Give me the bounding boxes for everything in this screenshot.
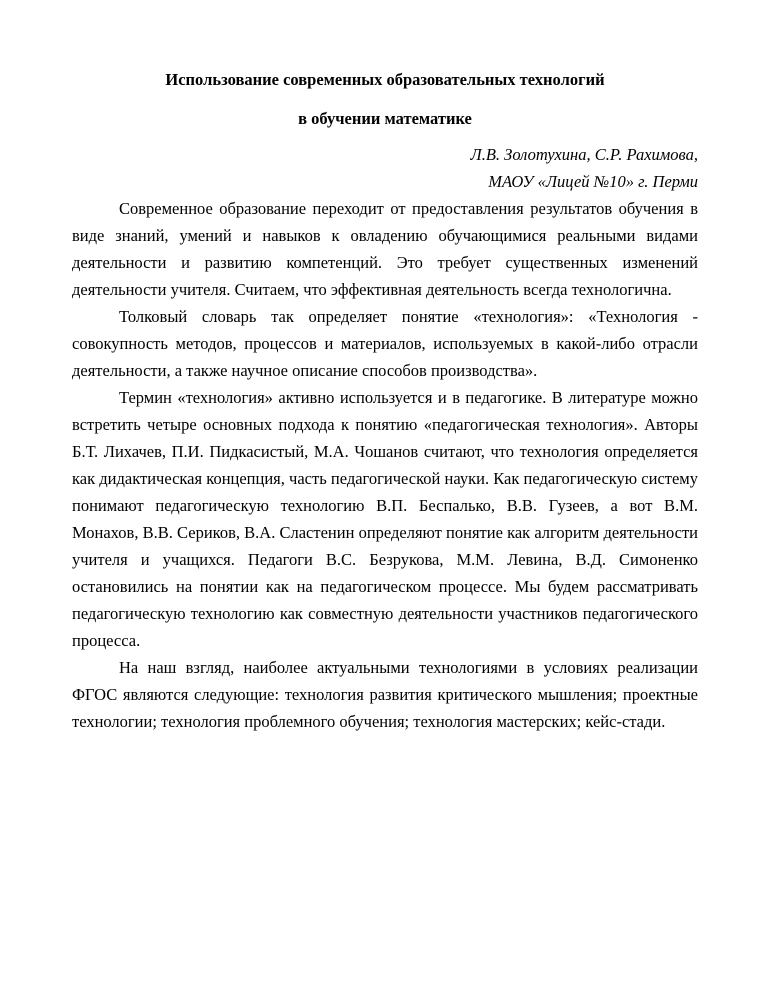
paragraph-4: На наш взгляд, наиболее актуальными технологиями в условиях реализации ФГОС являются следующие: технология развития критического мышления; проектные технологии; технология проблемного обучения; технология мастерских; кейс-стади. xyxy=(72,658,698,731)
author-block xyxy=(72,138,698,195)
title-line-1: Использование современных образовательных технологий xyxy=(165,70,605,89)
document-title xyxy=(72,60,698,138)
paragraph-2: Толковый словарь так определяет понятие «технология»: «Технология - совокупность методов, процессов и материалов, используемых в какой-либо отрасли деятельности, а также научное описание способов производства». xyxy=(72,307,698,380)
affiliation: МАОУ «Лицей №10» г. Перми xyxy=(488,172,698,191)
document-page xyxy=(72,60,698,735)
title-line-2: в обучении математике xyxy=(298,109,472,128)
paragraph-1: Современное образование переходит от предоставления результатов обучения в виде знаний, умений и навыков к овладению обучающимися реальными видами деятельности и развитию компетенций. Это требует существенных изменений деятельности учителя. Считаем, что эффективная деятельность всегда технологична. xyxy=(72,199,698,299)
paragraph-3: Термин «технология» активно используется и в педагогике. В литературе можно встретить четыре основных подхода к понятию «педагогическая технология». Авторы Б.Т. Лихачев, П.И. Пидкасистый, М.А. Чошанов считают, что технология определяется как дидактическая концепция, часть педагогической науки. Как педагогическую систему понимают педагогическую технологию В.П. Беспалько, В.В. Гузеев, а вот В.М. Монахов, В.В. Сериков, В.А. Сластенин определяют понятие как алгоритм деятельности учителя и учащихся. Педагоги В.С. Безрукова, М.М. Левина, В.Д. Симоненко остановились на понятии как на педагогическом процессе. Мы будем рассматривать педагогическую технологию как совместную деятельности участников педагогического процесса. xyxy=(72,388,698,650)
authors: Л.В. Золотухина, С.Р. Рахимова, xyxy=(470,145,698,164)
